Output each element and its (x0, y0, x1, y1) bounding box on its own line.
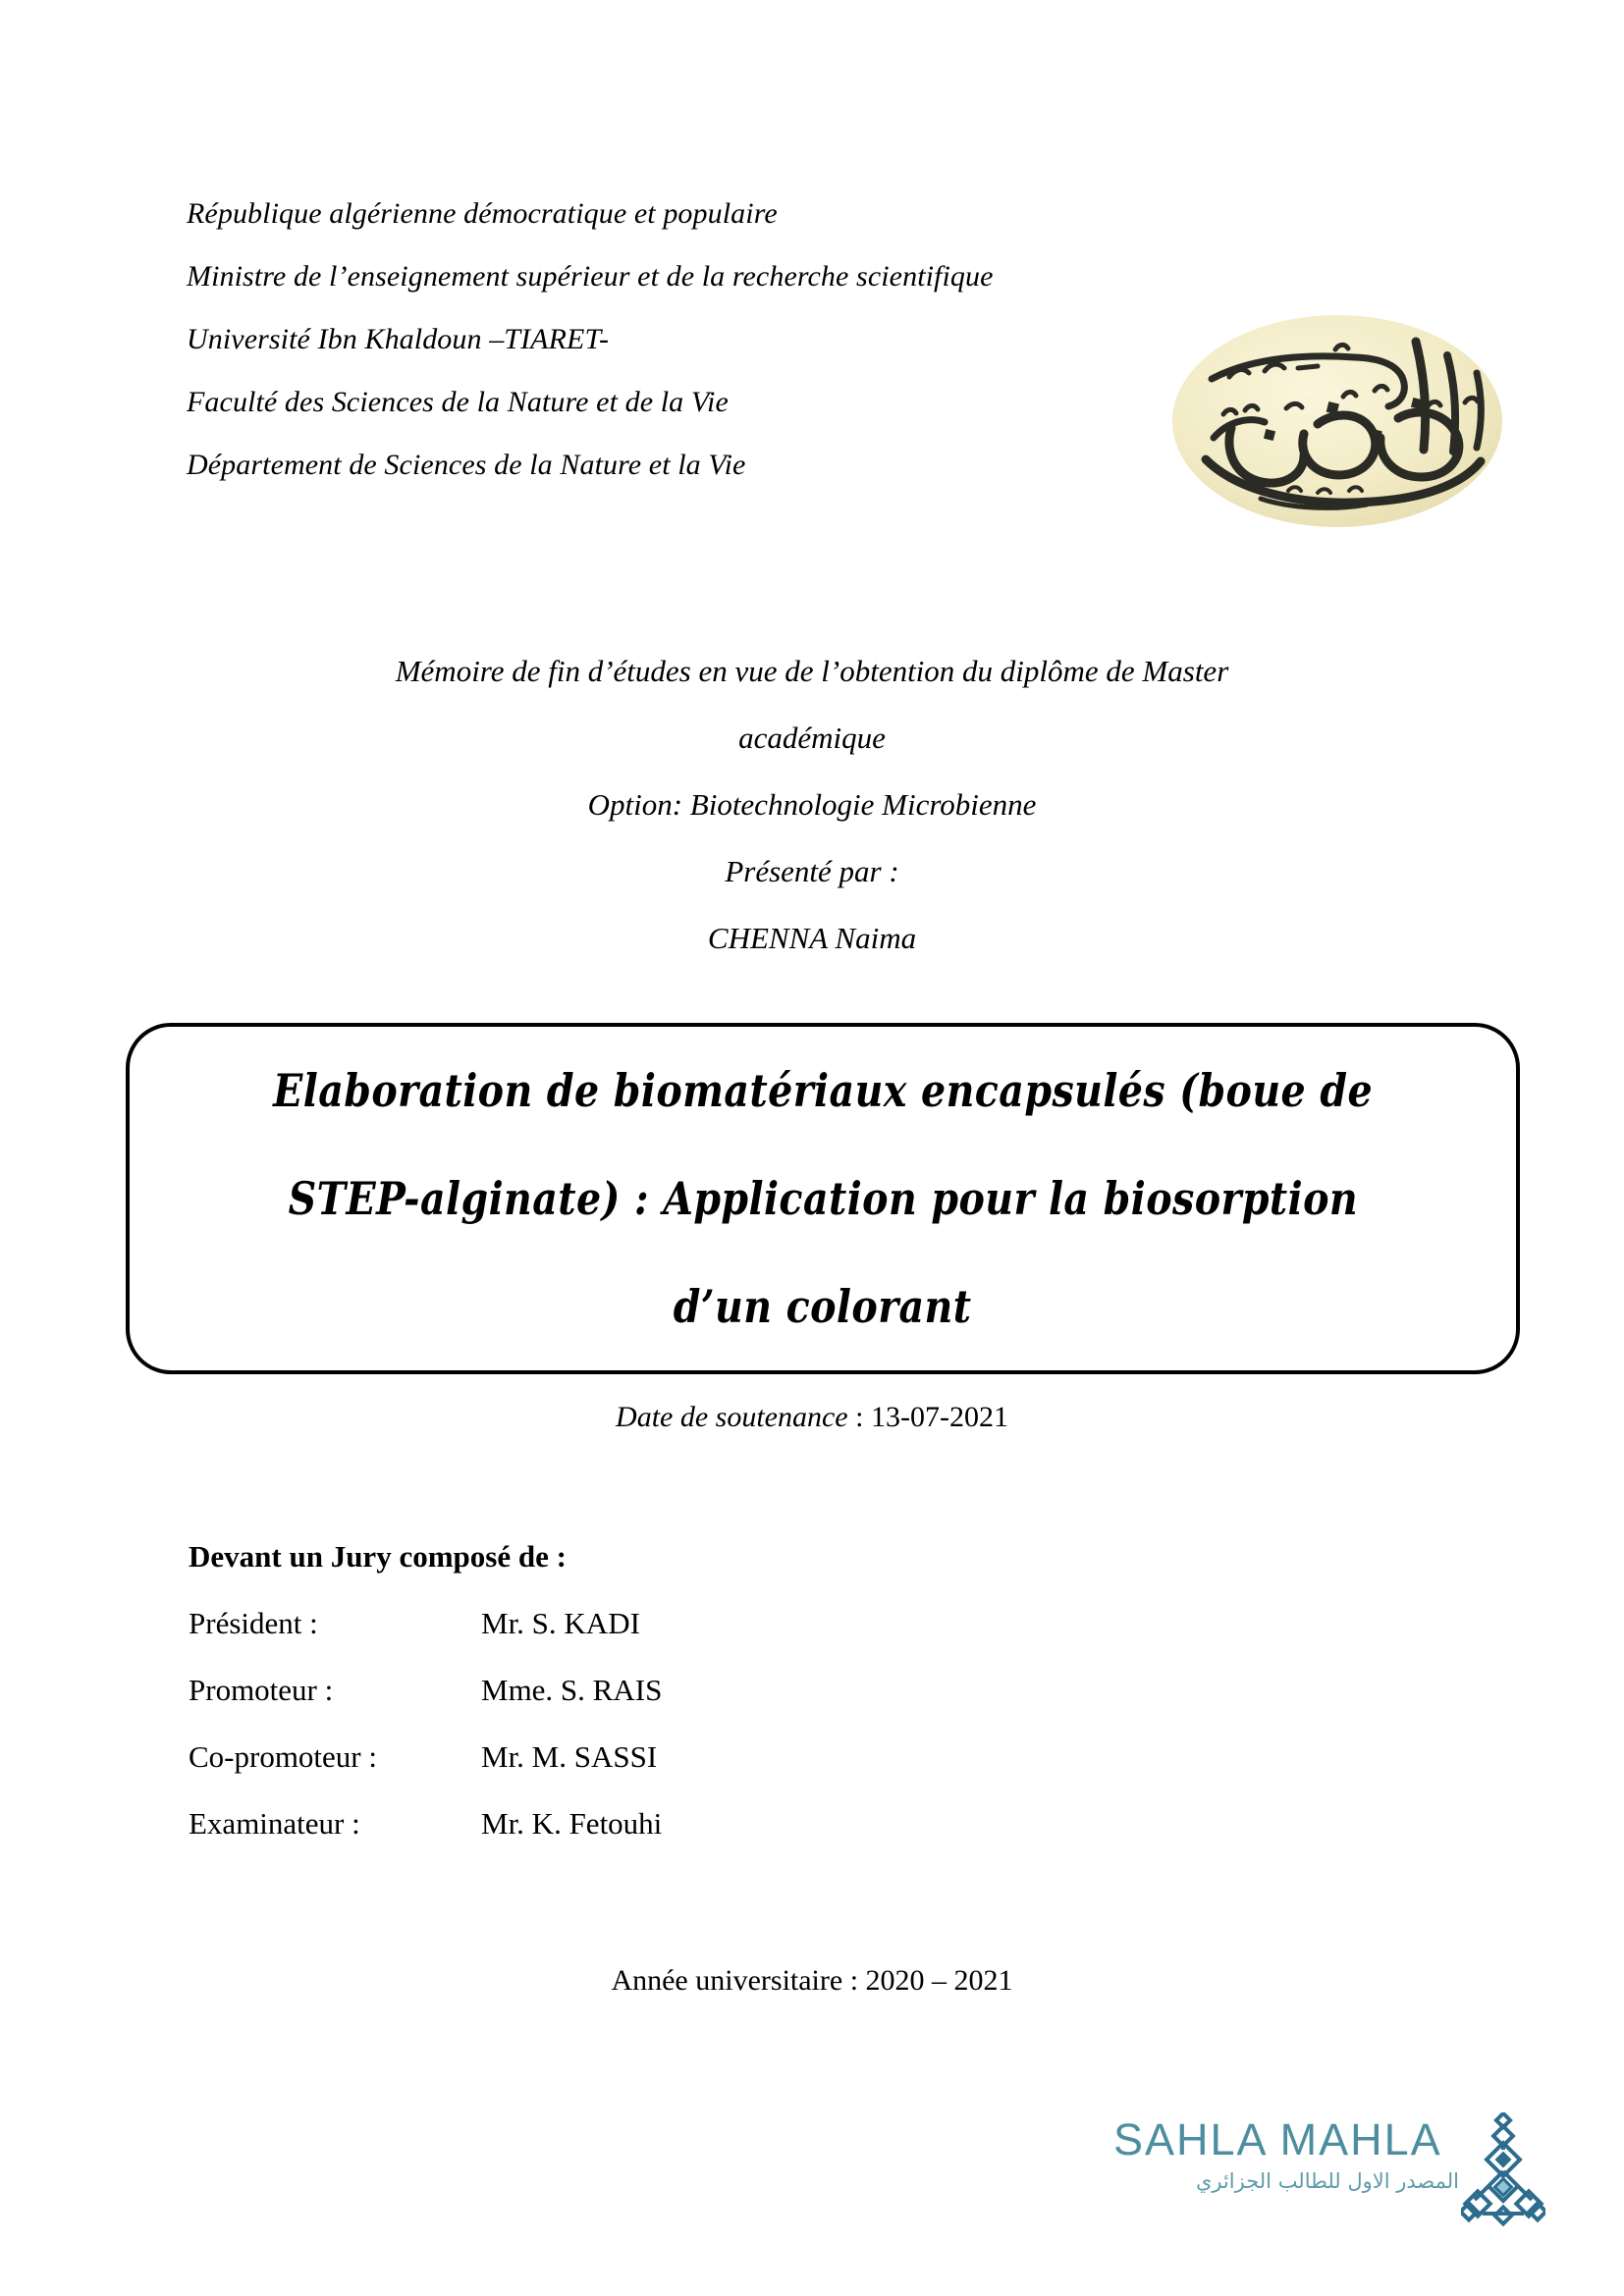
jury-name-president: Mr. S. KADI (481, 1606, 640, 1640)
jury-row (189, 1724, 935, 1790)
academic-year: Année universitaire : 2020 – 2021 (611, 1964, 1013, 1997)
degree-line-presente-par: Présenté par : (725, 854, 899, 888)
degree-info-block (243, 638, 1381, 972)
defense-date-label: Date de soutenance (616, 1401, 848, 1433)
header-line-university: Université Ibn Khaldoun –TIARET- (187, 323, 610, 355)
thesis-title-line-3: d’un colorant (674, 1280, 972, 1333)
degree-line-academique: académique (738, 721, 886, 755)
jury-role-co-promoteur: Co-promoteur : (189, 1739, 377, 1774)
jury-section (189, 1523, 935, 1857)
jury-name-co-promoteur: Mr. M. SASSI (481, 1739, 658, 1774)
thesis-title-line-1: Elaboration de biomatériaux encapsulés (boue de (273, 1064, 1373, 1117)
jury-name-promoteur: Mme. S. RAIS (481, 1673, 663, 1707)
jury-role-president: Président : (189, 1606, 318, 1640)
author-name: CHENNA Naima (707, 921, 917, 955)
thesis-title-box (126, 1023, 1520, 1374)
thesis-title-line-2: STEP-alginate) : Application pour la biosorption (288, 1172, 1358, 1225)
jury-row (189, 1657, 935, 1724)
university-logo-icon (1170, 312, 1504, 530)
defense-date-separator: : (847, 1401, 871, 1433)
degree-line-option: Option: Biotechnologie Microbienne (587, 787, 1037, 822)
degree-line-memoire: Mémoire de fin d’études en vue de l’obtention du diplôme de Master (395, 654, 1229, 688)
institution-header (187, 183, 1188, 497)
jury-role-examinateur: Examinateur : (189, 1806, 360, 1841)
header-line-country: République algérienne démocratique et populaire (187, 197, 778, 230)
jury-row (189, 1590, 935, 1657)
jury-heading: Devant un Jury composé de : (189, 1539, 567, 1574)
sahla-mahla-watermark (1113, 2112, 1545, 2228)
watermark-brand: SAHLA MAHLA (1113, 2114, 1442, 2164)
defense-date-value: 13-07-2021 (870, 1401, 1008, 1433)
jury-role-promoteur: Promoteur : (189, 1673, 334, 1707)
jury-name-examinateur: Mr. K. Fetouhi (481, 1806, 663, 1841)
header-line-ministry: Ministre de l’enseignement supérieur et de la recherche scientifique (187, 260, 994, 293)
watermark-text (1113, 2114, 1467, 2197)
defense-date (0, 1401, 1624, 1434)
diamond-motif-icon (1461, 2112, 1545, 2226)
header-line-department: Département de Sciences de la Nature et la Vie (187, 449, 746, 481)
jury-row (189, 1790, 935, 1857)
university-logo (1170, 312, 1504, 530)
sahla-mahla-logo-icon (1461, 2112, 1545, 2226)
header-line-faculty: Faculté des Sciences de la Nature et de la Vie (187, 386, 729, 418)
watermark-tagline: المصدر الاول للطالب الجزائري (1195, 2169, 1459, 2193)
